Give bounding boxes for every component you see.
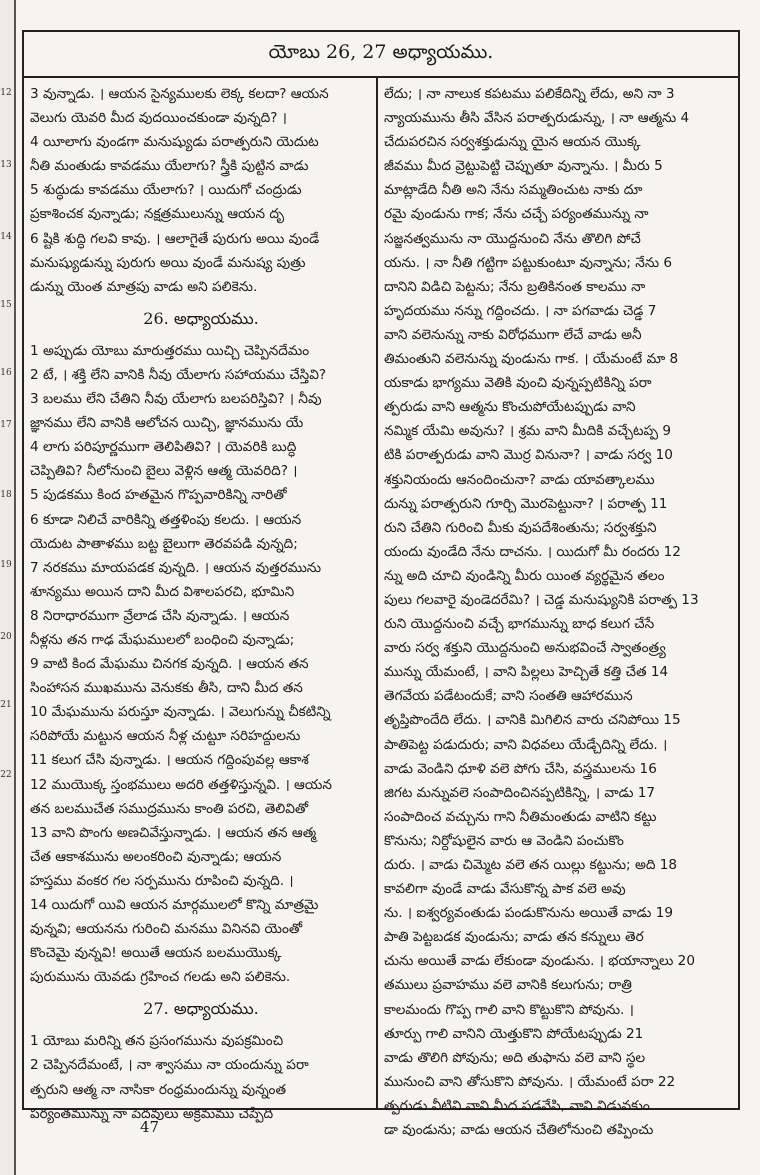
text-line: నీళ్లను తన గాఢ మేఘములలో బంధించి వున్నాడు;: [30, 631, 295, 648]
text-line: న్యాయమును తీసి వేసిన పరాత్పరుడున్ను, । నా ఆత్మను 4: [384, 110, 690, 127]
text-line: 5 శుద్ధుడు కావడము యేలాగు? । యిదుగో చంద్రుడు: [30, 182, 302, 199]
left-column: [30, 82, 372, 1122]
text-line: 5 పుడకము కింద హతమైన గొప్పవారికిన్ని నారితో: [30, 487, 287, 504]
page-header: [24, 32, 738, 78]
text-line: తన బలముచేత సముద్రమును కాంతి పరచి, తెలివితో: [30, 800, 309, 817]
text-line: కాలమందు గొప్ప గాలి వాని కొట్టుకొని పోవును. ।: [384, 1001, 634, 1018]
text-line: 6 ష్టికి శుద్ధి గలవి కావు. । ఆలాగైతే పురుగు అయి వుండే: [30, 230, 320, 247]
text-line: 6 కూడా నిలిచే వారికిన్ని తత్తళింపు కలదు. । ఆయన: [30, 511, 302, 528]
text-line: 3 బలము లేని చేతిని నీవు యేలాగు బలపరిస్తివి? । నీవు: [30, 391, 322, 408]
text-line: పాతిపెట్ట పడుదురు; వాని విధవలు యేడ్చేదిన్ని లేదు. ।: [384, 736, 668, 753]
text-line: పాతి పెట్టబడక వుండును; వాడు తన కన్నులు తెర: [384, 929, 644, 946]
page-number: 47: [140, 1118, 160, 1136]
text-line: మున్ను యేమంటే, । వాని పిల్లలు హెచ్చితే కత్తి చేత 14: [384, 664, 669, 681]
text-line: తిమంతుని వలెనున్ను వుండును గాక. । యేమంటే మా 8: [384, 351, 679, 368]
text-line: హృదయము నన్ను గద్దించదు. । నా పగవాడు చెడ్డ 7: [384, 302, 657, 319]
margin-number: 22: [0, 770, 12, 780]
text-line: డున్ను యెంత మాత్రపు వాడు అని పలికెను.: [30, 278, 258, 295]
text-line: జీవము మీద వ్రెట్టుపెట్టి చెప్పుతూ వున్నాను. । మీరు 5: [384, 158, 663, 175]
margin-number: 19: [0, 560, 12, 570]
chapter-heading-27: 27. అధ్యాయము.: [143, 999, 259, 1019]
text-line: యందు వుండేది నేను దాచను. । యిదుగో మీ రందరు 12: [384, 543, 681, 560]
text-line: సంపాదించ వచ్చును గాని నీతిమంతుడు వాటిని కట్టు: [384, 808, 657, 825]
text-line: వాడు తొలిగి పోవును; అది తుఫాను వలె వాని స్థల: [384, 1049, 646, 1066]
text-line: చెప్పితివి? నీలోనుంచి బైలు వెళ్లిన ఆత్మ యెవరిది? ।: [30, 463, 298, 480]
margin-number: 12: [0, 88, 12, 98]
text-line: నమ్మిక యేమి అవును? । శ్రమ వాని మీదికి వచ్చేటప్ప 9: [384, 423, 672, 440]
text-line: తెగవేయ పడేటందుకే; వాని సంతతి ఆహారమున: [384, 688, 633, 705]
text-line: 13 వాని పొంగు అణచివేస్తున్నాడు. । ఆయన తన ఆత్మ: [30, 824, 317, 841]
header-title: యోబు 26, 27 అధ్యాయము.: [268, 40, 494, 63]
text-line: పర్యంతమున్ను నా పెదవులు అక్రమము చెప్పేది: [30, 1105, 274, 1122]
text-line: ప్రకాశించక వున్నాడు; నక్షత్రములున్ను ఆయన దృ: [30, 206, 285, 223]
text-line: 2 చెప్పినదేమంటే, । నా శ్వాసము నా యందున్ను పరా: [30, 1057, 309, 1074]
text-line: మనుష్యుడున్ను పురుగు అయి వుండే మనుష్య పుత్రు: [30, 254, 306, 271]
margin-number: 18: [0, 490, 12, 500]
column-divider: [376, 76, 378, 1108]
text-line: కొంచెమై వున్నవి! అయితే ఆయన బలముయొక్క: [30, 945, 282, 962]
text-line: 1 అప్పుడు యోబు మారుత్తరము యిచ్చి చెప్పినదేమం: [30, 342, 310, 359]
right-column: [384, 82, 736, 1139]
text-line: రుని చేతిని గురించి మీకు వుపదేశింతును; సర్వశక్తుని: [384, 519, 657, 536]
text-line: కావలిగా వుండే వాడు వేసుకొన్న పాక వలె అవు: [384, 881, 626, 898]
text-line: త్పరుడు వీటిని వాని మీద పడవేసి, వాని విడువకుం: [384, 1097, 650, 1114]
binding-margin: [0, 0, 16, 1175]
text-line: 1 యోబు మరిన్ని తన ప్రసంగమును వుపక్రమించి: [30, 1033, 284, 1050]
text-line: కొనును; నిర్దోషులైన వారు ఆ వెండిని పంచుకొం: [384, 832, 624, 849]
text-line: సజ్జనత్వమును నా యొద్దనుంచి నేను తొలిగి పోచే: [384, 230, 641, 247]
text-line: లేదు; । నా నాలుక కపటము పలికేదిన్ని లేదు, అని నా 3: [384, 86, 675, 102]
text-line: 14 యిదుగో యివి ఆయన మార్గములలో కొన్ని మాత్రమై: [30, 897, 319, 913]
text-line: తములు ప్రవాహము వలె వానికి కలుగును; రాత్రి: [384, 977, 632, 994]
text-line: హస్తము వంకర గల సర్పమును రూపించి వున్నది. ।: [30, 872, 294, 889]
text-line: వాడు వెండిని ధూళి వలె పోగు చేసి, వస్త్రములను 16: [384, 760, 657, 777]
chapter-heading-26: 26. అధ్యాయము.: [143, 308, 259, 328]
text-line: సరిపోయే మట్టున ఆయన నీళ్ల చుట్టూ సరిహద్దులను: [30, 728, 301, 745]
margin-number: 21: [0, 700, 12, 710]
text-line: శక్తునియందు ఆనందించునా? వాడు యావత్కాలము: [384, 471, 655, 488]
text-line: పురుమును యెవడు గ్రహించ గలడు అని పలికెను.: [30, 969, 291, 986]
text-line: దున్ను పరాత్పరుని గూర్చి మొరపెట్టునా? । పరాత్ప 11: [384, 495, 668, 512]
text-line: తూర్పు గాలి వానిని యెత్తుకొని పోయేటప్పుడు 21: [384, 1025, 644, 1042]
margin-number: 13: [0, 160, 12, 170]
text-line: 10 మేఘమును పరుస్తూ వున్నాడు. । వెలుగున్ను చీకటిన్ని: [30, 704, 331, 721]
text-line: నీతి మంతుడు కావడము యేలాగు? స్త్రీకి పుట్టిన వాడు: [30, 158, 309, 175]
text-line: మాట్లాడేది నీతి అని నేను సమ్మతించుట నాకు దూ: [384, 182, 643, 199]
text-line: 4 యీలాగు వుండగా మనుష్యుడు పరాత్పరుని యెదుట: [30, 134, 319, 151]
text-line: యెదుట పాతాళము బట్ట బైలుగా తెరవపడి వున్నది;: [30, 535, 298, 552]
text-line: దానిని విడిచి పెట్టను; నేను బ్రతికినంత కాలము నా: [384, 278, 646, 295]
text-line: జ్ఞానము లేని వానికి ఆలోచన యిచ్చి, జ్ఞానమును యే: [30, 415, 304, 432]
text-line: డా వుండును; వాడు ఆయన చేతిలోనుంచి తప్పించు: [384, 1122, 654, 1139]
text-line: 4 లాగు పరిపూర్ణముగా తెలిపితివి? । యెవరికి బుద్ధి: [30, 439, 297, 456]
text-line: శూన్యము అయిన దాని మీద విశాలపరచి, భూమిని: [30, 583, 295, 600]
text-line: వాని వలెనున్ను నాకు విరోధముగా లేచే వాడు అనీ: [384, 326, 642, 343]
text-line: న్ను అది చూచి వుండిన్ని మీరు యింత వ్యర్థమైన తలం: [384, 567, 665, 584]
text-line: 9 వాటి కింద మేఘము చినగక వున్నది. । ఆయన తన: [30, 656, 309, 673]
text-line: పులు గలవారై వుండెదరేమి? । చెడ్డ మనుష్యునికి పరాత్ప 13: [384, 591, 699, 608]
text-line: వున్నవి; ఆయనను గురించి మనము వినినవి యెంతో: [30, 921, 303, 938]
margin-number: 14: [0, 232, 12, 242]
margin-number: 20: [0, 632, 12, 642]
text-line: త్పరుని ఆత్మ నా నాసికా రంధ్రమందున్ను వున్నంత: [30, 1081, 287, 1098]
text-line: యను. । నా నీతి గట్టిగా పట్టుకుంటూ వున్నాను; నేను 6: [384, 254, 673, 271]
text-line: చును అయితే వాడు లేకుండా వుండును. । భయాన్నాలు 20: [384, 953, 695, 970]
text-line: వెలుగు యెవరి మీద వుదయించకుండా వున్నది? ।: [30, 110, 287, 127]
margin-number: 17: [0, 420, 12, 430]
text-line: రమై వుండును గాక; నేను చచ్చే పర్యంతమున్ను నా: [384, 206, 649, 223]
text-line: వారు సర్వ శక్తుని యొద్దనుంచి అనుభవించే స్వాతంత్ర్య: [384, 640, 666, 657]
text-line: తృప్తిపొందేది లేదు. । వానికి మిగిలిన వారు చనిపోయి 15: [384, 712, 681, 729]
text-line: రుని యొద్దనుంచి వచ్చే భాగమున్ను బాధ కలుగ చేసే: [384, 616, 655, 633]
text-line: చేదుపరచిన సర్వశక్తుడున్ను యైన ఆయన యొక్క: [384, 134, 641, 151]
text-line: ను. । ఐశ్వర్యవంతుడు పండుకొనును అయితే వాడు 19: [384, 905, 673, 922]
text-line: 8 నిరాధారముగా వ్రేలాడ చేసి వున్నాడు. । ఆయన: [30, 607, 290, 624]
margin-number: 15: [0, 300, 12, 310]
text-line: జిగట మన్నువలె సంపాదించినప్పటికిన్ని, । వాడు 17: [384, 784, 656, 801]
margin-number: 16: [0, 368, 12, 378]
text-line: 11 కలుగ చేసి వున్నాడు. । ఆయన గద్దింపువల్ల ఆకాశ: [30, 752, 309, 769]
text-line: 3 వున్నాడు. । ఆయన సైన్యములకు లెక్క కలదా? ఆయన: [30, 86, 329, 102]
text-line: మునుంచి వాని తోసుకొని పోవును. । యేమంటే పరా 22: [384, 1073, 676, 1090]
text-line: యకాడు భాగ్యము వెతికి వుంచి వున్నప్పటికిన్ని పరా: [384, 375, 652, 392]
text-line: చేత ఆకాశమును అలంకరించి వున్నాడు; ఆయన: [30, 848, 282, 865]
text-line: 7 నరకము మాయపడక వున్నది. । ఆయన వుత్తరమును: [30, 559, 322, 576]
text-line: సింహాసన ముఖమును వెనుకకు తీసి, దాని మీద తన: [30, 680, 303, 697]
text-line: దురు. । వాడు చిమ్మెట వలె తన యిల్లు కట్టును; అది 18: [384, 857, 678, 873]
text-line: 12 ముయొక్క స్తంభములు అదరి తత్తళిస్తున్నవి. । ఆయన: [30, 776, 332, 793]
text-line: త్పరుడు వాని ఆత్మను కొంచుపోయేటప్పుడు వాని: [384, 399, 636, 416]
text-line: 2 టే, । శక్తి లేని వానికి నీవు యేలాగు సహాయము చేస్తివి?: [30, 366, 327, 383]
text-line: టికి పరాత్పరుడు వాని మొర్ర వినునా? । వాడు సర్వ 10: [384, 447, 673, 464]
